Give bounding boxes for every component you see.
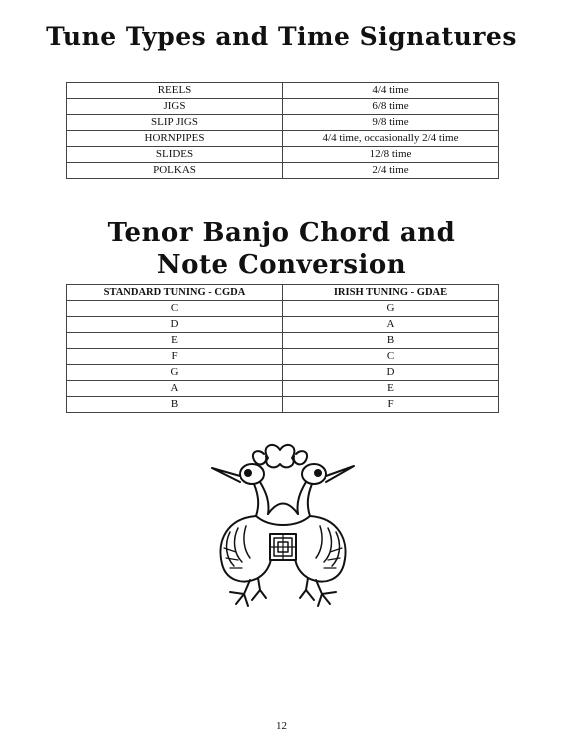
banjo-conversion-table: [66, 284, 499, 413]
irish-tuning-header: IRISH TUNING - GDAE: [283, 285, 499, 301]
table-row: [67, 131, 499, 147]
irish-note-cell: G: [283, 301, 499, 317]
table-row: [67, 83, 499, 99]
table-row: [67, 381, 499, 397]
standard-note-cell: C: [67, 301, 283, 317]
tune-type-cell: POLKAS: [67, 163, 283, 179]
standard-note-cell: E: [67, 333, 283, 349]
time-signature-cell: 6/8 time: [283, 99, 499, 115]
time-signature-cell: 4/4 time, occasionally 2/4 time: [283, 131, 499, 147]
table-row: [67, 333, 499, 349]
table-header-row: [67, 285, 499, 301]
table-row: [67, 99, 499, 115]
irish-note-cell: E: [283, 381, 499, 397]
table-row: [67, 397, 499, 413]
irish-note-cell: D: [283, 365, 499, 381]
celtic-knot-birds-icon: [208, 440, 358, 615]
banjo-title-line2: Note Conversion: [156, 250, 407, 280]
standard-tuning-header: STANDARD TUNING - CGDA: [67, 285, 283, 301]
standard-note-cell: G: [67, 365, 283, 381]
table-row: [67, 317, 499, 333]
page-number: 12: [276, 720, 287, 732]
irish-note-cell: A: [283, 317, 499, 333]
standard-note-cell: D: [67, 317, 283, 333]
irish-note-cell: B: [283, 333, 499, 349]
irish-note-cell: C: [283, 349, 499, 365]
time-signature-cell: 2/4 time: [283, 163, 499, 179]
time-signature-cell: 12/8 time: [283, 147, 499, 163]
table-row: [67, 301, 499, 317]
standard-note-cell: B: [67, 397, 283, 413]
time-signature-cell: 4/4 time: [283, 83, 499, 99]
banjo-title-line1: Tenor Banjo Chord and: [107, 218, 456, 248]
table-row: [67, 365, 499, 381]
irish-note-cell: F: [283, 397, 499, 413]
tune-types-table: [66, 82, 499, 179]
table-row: [67, 115, 499, 131]
table-row: [67, 349, 499, 365]
standard-note-cell: A: [67, 381, 283, 397]
standard-note-cell: F: [67, 349, 283, 365]
tune-type-cell: SLIP JIGS: [67, 115, 283, 131]
table-row: [67, 147, 499, 163]
time-signature-cell: 9/8 time: [283, 115, 499, 131]
tune-type-cell: JIGS: [67, 99, 283, 115]
tune-types-title: Tune Types and Time Signatures: [46, 22, 517, 51]
tune-type-cell: REELS: [67, 83, 283, 99]
table-row: [67, 163, 499, 179]
tune-type-cell: HORNPIPES: [67, 131, 283, 147]
tune-type-cell: SLIDES: [67, 147, 283, 163]
